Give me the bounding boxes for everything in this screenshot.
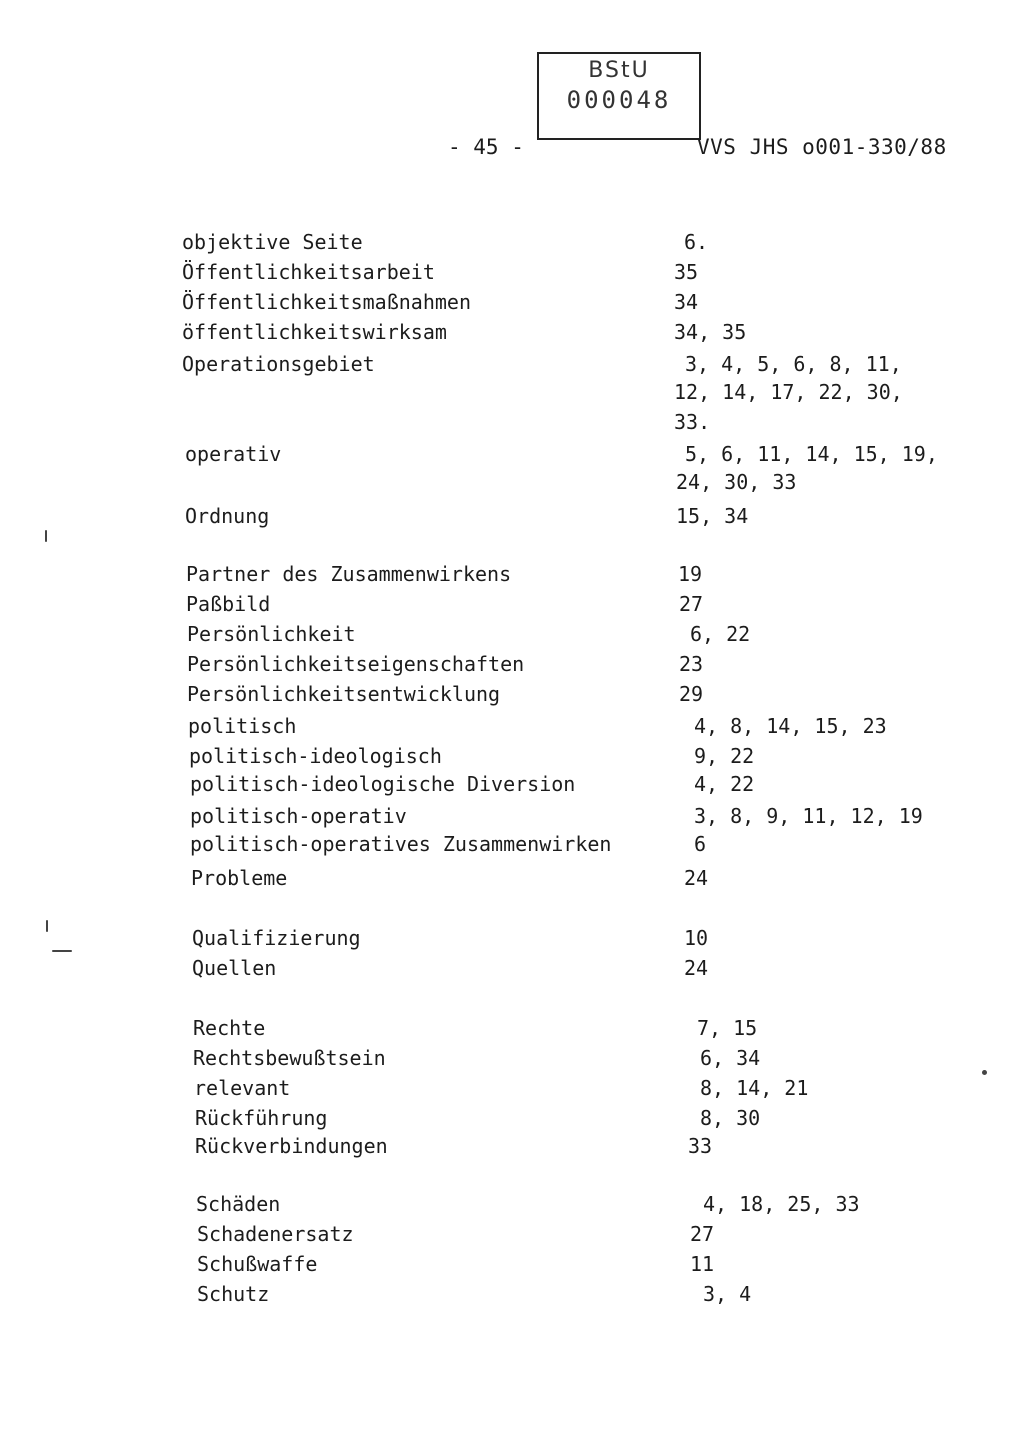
- index-pages: 23: [679, 652, 704, 676]
- index-pages: 34, 35: [674, 320, 747, 344]
- index-pages: 15, 34: [676, 504, 749, 528]
- index-term: politisch-ideologische Diversion: [190, 772, 576, 796]
- index-pages: 24, 30, 33: [676, 470, 797, 494]
- index-term: Quellen: [192, 956, 277, 980]
- index-term: politisch-operatives Zusammenwirken: [190, 832, 612, 856]
- index-pages: 4, 18, 25, 33: [703, 1192, 860, 1216]
- stamp-number: 000048: [566, 86, 672, 114]
- index-pages: 27: [679, 592, 704, 616]
- index-term: Rechtsbewußtsein: [193, 1046, 386, 1070]
- index-term: Partner des Zusammenwirkens: [186, 562, 512, 586]
- index-term: Schadenersatz: [197, 1222, 354, 1246]
- index-pages: 24: [684, 956, 709, 980]
- index-pages: 8, 30: [700, 1106, 761, 1130]
- index-pages: 3, 4: [703, 1282, 752, 1306]
- index-pages: 9, 22: [694, 744, 755, 768]
- index-pages: 6: [694, 832, 707, 856]
- scan-speck: [52, 950, 72, 952]
- index-pages: 4, 8, 14, 15, 23: [694, 714, 887, 738]
- index-term: Schutz: [197, 1282, 270, 1306]
- scan-speck: [45, 530, 47, 542]
- index-term: Paßbild: [186, 592, 271, 616]
- index-term: Qualifizierung: [192, 926, 361, 950]
- stamp-org: BStU: [588, 58, 650, 83]
- index-term: Operationsgebiet: [182, 352, 375, 376]
- index-pages: 7, 15: [697, 1016, 758, 1040]
- index-term: Schäden: [196, 1192, 281, 1216]
- stamp-border: [537, 138, 699, 140]
- index-pages: 24: [684, 866, 709, 890]
- index-term: politisch-ideologisch: [189, 744, 442, 768]
- scan-speck: [46, 920, 48, 932]
- index-pages: 3, 8, 9, 11, 12, 19: [694, 804, 923, 828]
- index-pages: 12, 14, 17, 22, 30,: [674, 380, 903, 404]
- index-term: Öffentlichkeitsmaßnahmen: [182, 290, 471, 314]
- index-term: Probleme: [191, 866, 288, 890]
- index-term: politisch: [188, 714, 297, 738]
- index-term: Rückführung: [195, 1106, 328, 1130]
- archive-stamp: [537, 52, 701, 140]
- index-pages: 34: [674, 290, 699, 314]
- index-term: öffentlichkeitswirksam: [182, 320, 447, 344]
- index-pages: 6.: [684, 230, 709, 254]
- index-pages: 19: [678, 562, 703, 586]
- index-term: Persönlichkeit: [187, 622, 356, 646]
- index-pages: 29: [679, 682, 704, 706]
- index-pages: 8, 14, 21: [700, 1076, 809, 1100]
- index-pages: 10: [684, 926, 709, 950]
- index-term: relevant: [194, 1076, 291, 1100]
- index-term: Ordnung: [185, 504, 270, 528]
- index-pages: 6, 22: [690, 622, 751, 646]
- page-number: - 45 -: [448, 135, 524, 159]
- index-pages: 33.: [674, 410, 711, 434]
- index-pages: 33: [688, 1134, 713, 1158]
- index-pages: 27: [690, 1222, 715, 1246]
- document-reference: VVS JHS o001-330/88: [697, 135, 947, 159]
- index-pages: 6, 34: [700, 1046, 761, 1070]
- scan-speck: [982, 1070, 987, 1075]
- index-term: Persönlichkeitsentwicklung: [187, 682, 501, 706]
- index-term: Rechte: [193, 1016, 266, 1040]
- index-pages: 35: [674, 260, 699, 284]
- index-term: Schußwaffe: [197, 1252, 318, 1276]
- index-term: politisch-operativ: [190, 804, 407, 828]
- index-term: objektive Seite: [182, 230, 363, 254]
- index-pages: 3, 4, 5, 6, 8, 11,: [685, 352, 902, 376]
- index-term: Öffentlichkeitsarbeit: [182, 260, 435, 284]
- index-pages: 5, 6, 11, 14, 15, 19,: [685, 442, 938, 466]
- index-pages: 11: [690, 1252, 715, 1276]
- index-pages: 4, 22: [694, 772, 755, 796]
- index-term: Persönlichkeitseigenschaften: [187, 652, 525, 676]
- index-term: Rückverbindungen: [195, 1134, 388, 1158]
- index-term: operativ: [185, 442, 282, 466]
